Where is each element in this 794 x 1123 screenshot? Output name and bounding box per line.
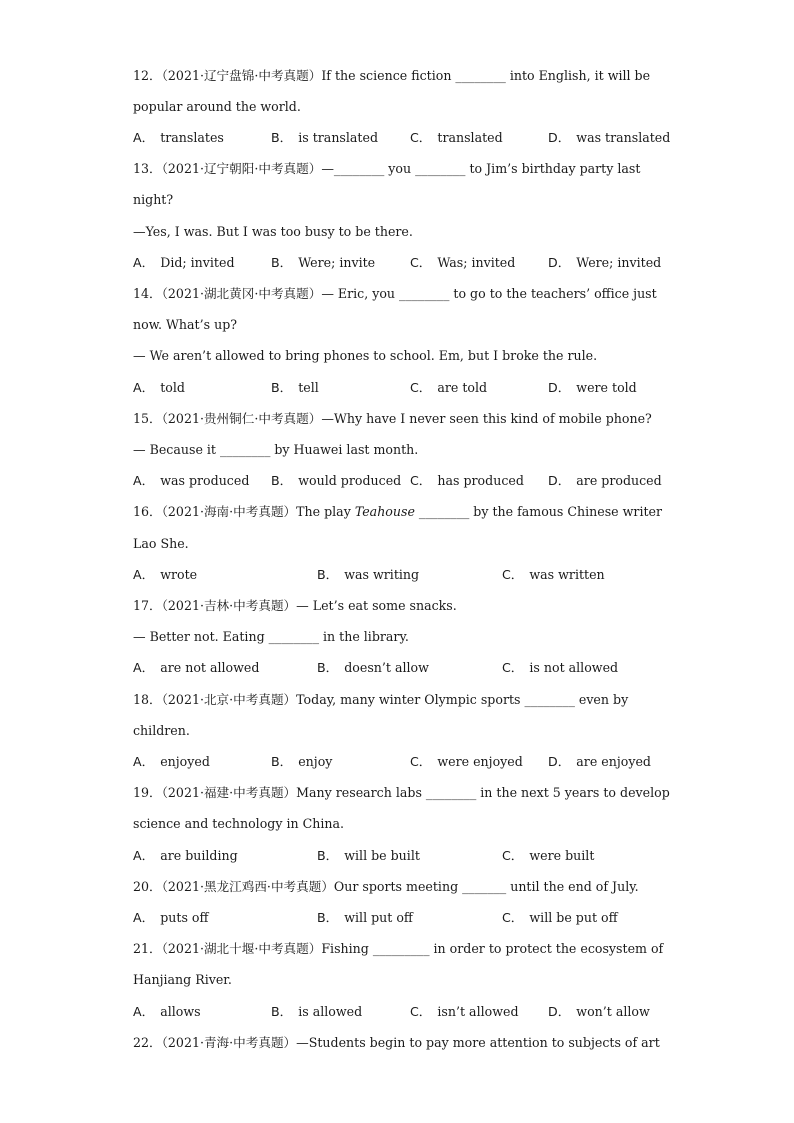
option-b[interactable]: B． would produced — [271, 473, 402, 488]
option-d[interactable]: D． are enjoyed — [548, 754, 651, 769]
option-a[interactable]: A． translates — [133, 130, 224, 145]
question-text: Hanjiang River. — [133, 972, 232, 987]
question-text: — We aren’t allowed to bring phones to school. Em, but I broke the rule. — [133, 348, 598, 363]
option-c[interactable]: C． has produced — [410, 473, 524, 488]
option-c[interactable]: C． is not allowed — [502, 660, 619, 675]
question-text: night? — [133, 192, 174, 207]
option-b[interactable]: B． doesn’t allow — [317, 660, 429, 675]
question-text: science and technology in China. — [133, 816, 345, 831]
option-c[interactable]: C． will be put off — [502, 910, 618, 925]
option-d[interactable]: D． were told — [548, 380, 637, 395]
question-text: 21．（2021·湖北十堰·中考真题）Fishing _________ in order to protect the ecosystem of — [133, 941, 664, 956]
question-text: 14．（2021·湖北黄冈·中考真题）— Eric, you ________ to go to the teachers’ office just — [133, 286, 657, 301]
option-a[interactable]: A． are building — [133, 848, 238, 863]
option-a[interactable]: A． enjoyed — [133, 754, 210, 769]
option-d[interactable]: D． are produced — [548, 473, 662, 488]
option-a[interactable]: A． was produced — [133, 473, 250, 488]
option-c[interactable]: C． was written — [502, 567, 605, 582]
question-text: 20．（2021·黑龙江鸡西·中考真题）Our sports meeting _______ until the end of July. — [133, 879, 639, 894]
question-text: 17．（2021·吉林·中考真题）— Let’s eat some snacks. — [133, 598, 457, 613]
option-d[interactable]: D． was translated — [548, 130, 671, 145]
option-a[interactable]: A． wrote — [133, 567, 198, 582]
play-title: Teahouse — [354, 504, 415, 519]
option-b[interactable]: B． is allowed — [271, 1004, 363, 1019]
question-text: 15．（2021·贵州铜仁·中考真题）—Why have I never seen this kind of mobile phone? — [133, 411, 652, 426]
option-b[interactable]: B． will be built — [317, 848, 420, 863]
option-c[interactable]: C． were built — [502, 848, 595, 863]
option-a[interactable]: A． Did; invited — [133, 255, 235, 270]
option-c[interactable]: C． are told — [410, 380, 488, 395]
question-text: 19．（2021·福建·中考真题）Many research labs ________ in the next 5 years to develop — [133, 785, 670, 800]
option-b[interactable]: B． enjoy — [271, 754, 333, 769]
option-a[interactable]: A． puts off — [133, 910, 209, 925]
question-text: 16．（2021·海南·中考真题）The play Teahouse ________ by the famous Chinese writer — [133, 504, 663, 519]
option-b[interactable]: B． tell — [271, 380, 319, 395]
question-text: 13．（2021·辽宁朝阳·中考真题）—________ you ________ to Jim’s birthday party last — [133, 161, 641, 176]
option-c[interactable]: C． were enjoyed — [410, 754, 523, 769]
option-a[interactable]: A． told — [133, 380, 185, 395]
option-b[interactable]: B． is translated — [271, 130, 379, 145]
option-b[interactable]: B． was writing — [317, 567, 420, 582]
option-b[interactable]: B． will put off — [317, 910, 413, 925]
question-text: children. — [133, 723, 190, 738]
option-c[interactable]: C． translated — [410, 130, 503, 145]
question-text: — Better not. Eating ________ in the library. — [133, 629, 409, 644]
option-d[interactable]: D． won’t allow — [548, 1004, 650, 1019]
option-a[interactable]: A． are not allowed — [133, 660, 260, 675]
question-text: popular around the world. — [133, 99, 301, 114]
question-text: — Because it ________ by Huawei last month. — [133, 442, 419, 457]
question-text: now. What’s up? — [133, 317, 238, 332]
option-a[interactable]: A． allows — [133, 1004, 201, 1019]
option-b[interactable]: B． Were; invite — [271, 255, 376, 270]
option-d[interactable]: D． Were; invited — [548, 255, 662, 270]
option-c[interactable]: C． Was; invited — [410, 255, 516, 270]
question-text: 18．（2021·北京·中考真题）Today, many winter Olympic sports ________ even by — [133, 692, 629, 707]
question-text: Lao She. — [133, 536, 189, 551]
question-text: 12．（2021·辽宁盘锦·中考真题）If the science fiction ________ into English, it will be — [133, 68, 651, 83]
question-text: 22．（2021·青海·中考真题）—Students begin to pay more attention to subjects of art — [133, 1035, 660, 1050]
option-c[interactable]: C． isn’t allowed — [410, 1004, 519, 1019]
question-text: —Yes, I was. But I was too busy to be there. — [133, 224, 413, 239]
